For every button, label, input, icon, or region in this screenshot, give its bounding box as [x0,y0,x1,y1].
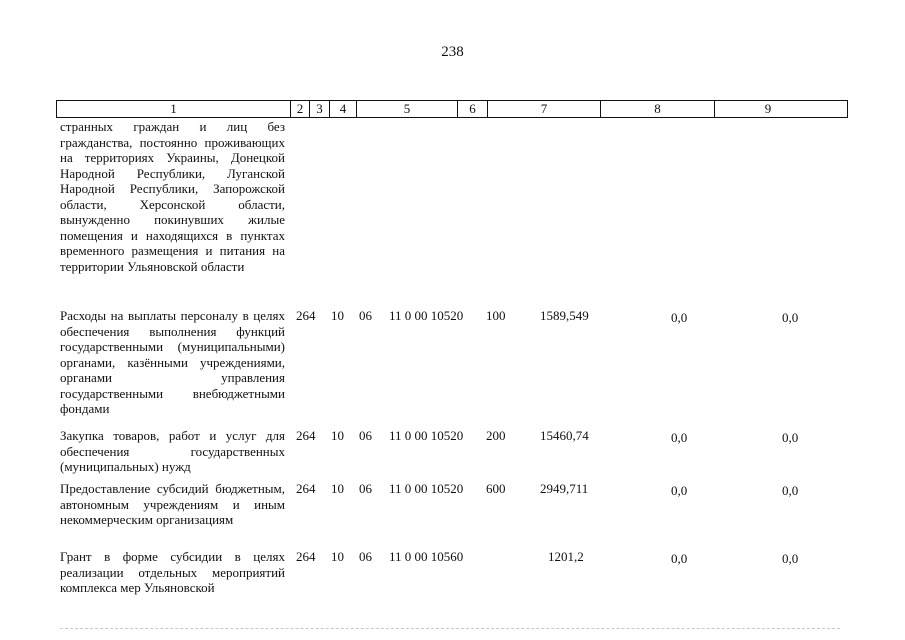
admin-code: 264 [296,481,316,496]
amount-col8: 0,0 [671,483,688,498]
column-header: 1 [57,101,291,117]
column-header: 4 [330,101,357,117]
admin-code: 264 [296,428,316,443]
amount-col7: 1201,2 [548,549,584,564]
row-description: странных граждан и лиц без гражданства, постоянно проживающих на территориях Украины, Донецкой Народной Республики, Луганской Народной Республики, Запорожской области, Херсонской области, вынужденно покинувших жилые помещения и находящихся в пунктах временного размещения и питания на территории Ульяновской области [60,119,285,274]
amount-col9: 0,0 [782,483,799,498]
section-code: 10 [331,549,344,564]
target-code: 11 0 00 10520 [389,481,464,496]
target-code: 11 0 00 10560 [389,549,464,564]
amount-col9: 0,0 [782,430,799,445]
amount-col8: 0,0 [671,430,688,445]
section-code: 10 [331,481,344,496]
column-header: 6 [458,101,488,117]
admin-code: 264 [296,308,316,323]
column-header: 5 [357,101,458,117]
amount-col9: 0,0 [782,310,799,325]
expense-type-code: 100 [486,308,506,323]
amount-col7: 1589,549 [540,308,589,323]
amount-col8: 0,0 [671,551,688,566]
table-header [56,100,848,118]
column-header: 2 [291,101,310,117]
column-header: 7 [488,101,601,117]
column-header: 9 [764,101,772,116]
scan-edge-line [60,628,840,629]
column-header: 3 [310,101,330,117]
amount-col7: 15460,74 [540,428,589,443]
expense-type-code: 200 [486,428,506,443]
target-code: 11 0 00 10520 [389,428,464,443]
admin-code: 264 [296,549,316,564]
expense-type-code: 600 [486,481,506,496]
row-description: Предоставление субсидий бюджетным, автономным учреждениям и иным некоммерческим организациям [60,481,285,527]
column-header: 8 [601,101,715,117]
page-number: 238 [441,44,464,60]
amount-col8: 0,0 [671,310,688,325]
subsection-code: 06 [359,481,372,496]
row-description: Расходы на выплаты персоналу в целях обеспечения выполнения функций государственными (муниципальными) органами, казёнными учреждениями, органами управления государственными внебюджетными фондами [60,308,285,416]
row-description: Закупка товаров, работ и услуг для обеспечения государственных (муниципальных) нужд [60,428,285,474]
amount-col9: 0,0 [782,551,799,566]
section-code: 10 [331,428,344,443]
subsection-code: 06 [359,308,372,323]
amount-col7: 2949,711 [540,481,589,496]
section-code: 10 [331,308,344,323]
subsection-code: 06 [359,428,372,443]
row-description: Грант в форме субсидии в целях реализации отдельных мероприятий комплекса мер Ульяновской [60,549,285,595]
target-code: 11 0 00 10520 [389,308,464,323]
subsection-code: 06 [359,549,372,564]
